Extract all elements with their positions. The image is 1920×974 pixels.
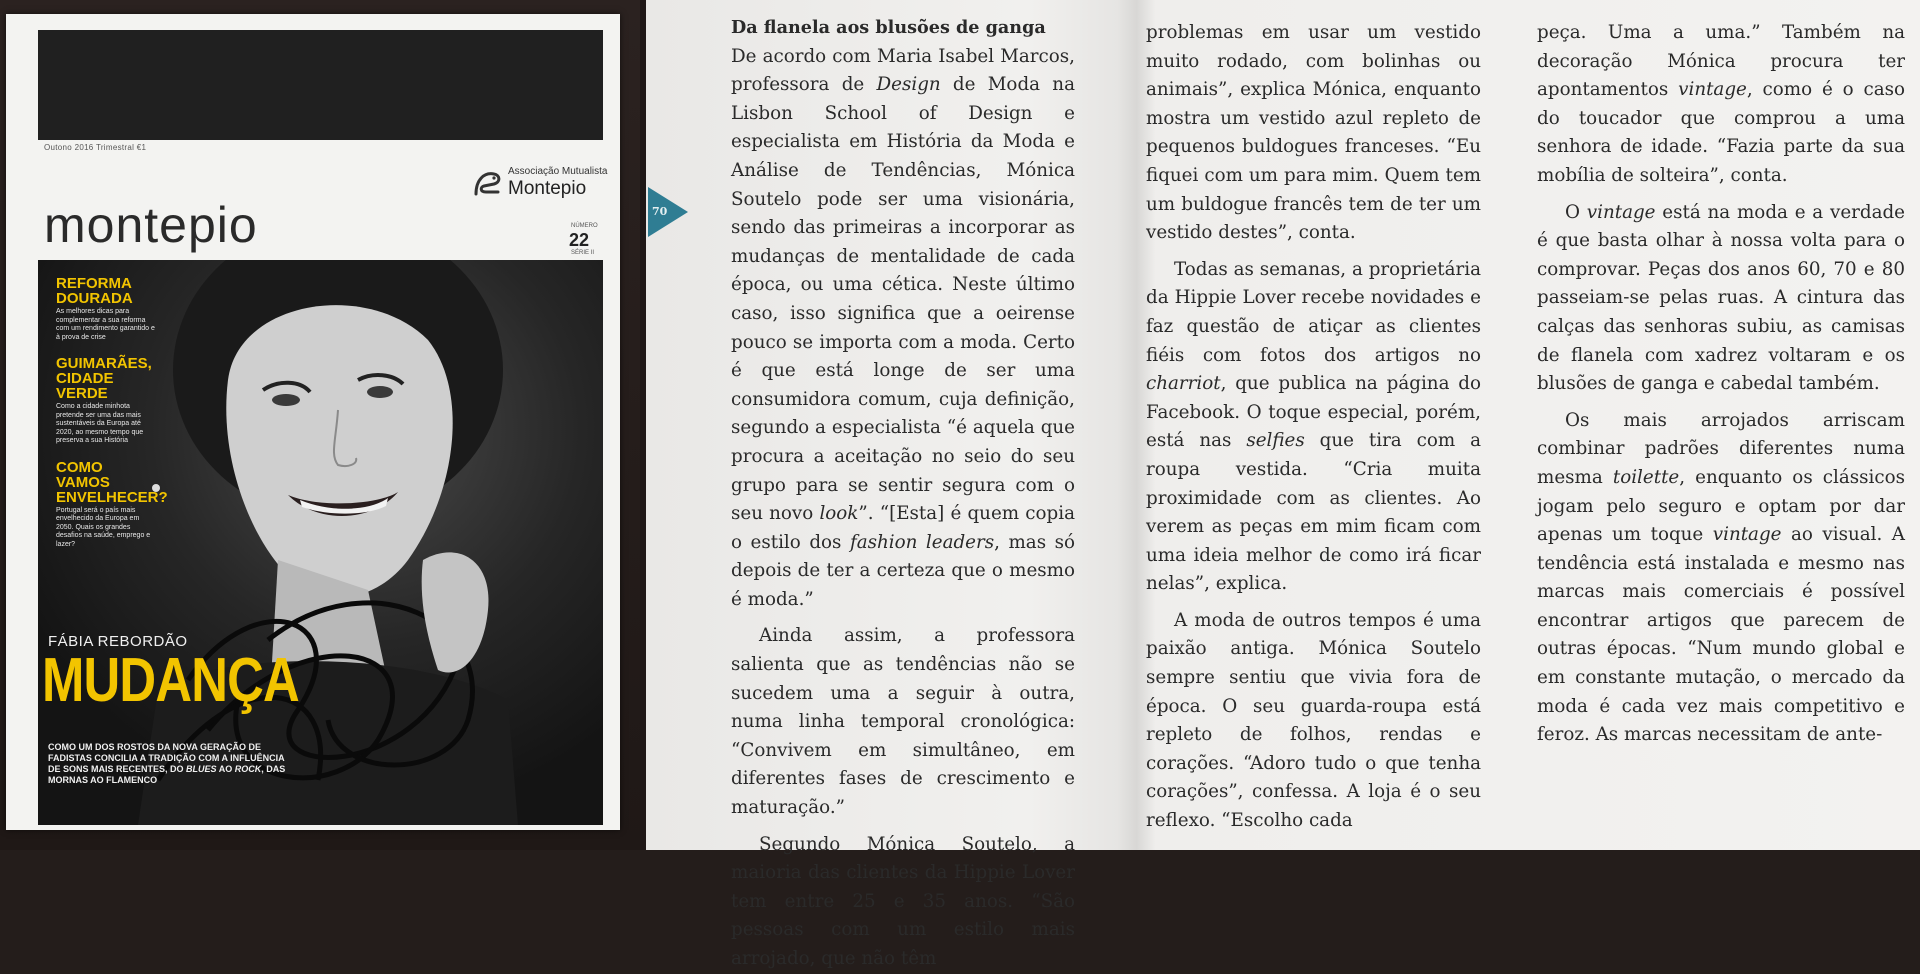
paragraph xyxy=(1146,256,1481,599)
italic-term: charriot xyxy=(1146,373,1221,395)
text-run: ao visual. A tendência está instalada e mesmo nas marcas mais comerciais é possível encontrar artigos que parecem de outras épocas. “Num mundo global e em constante mutação, o mercado da moda é cada vez mais competitivo e feroz. As marcas necessitam de ante- xyxy=(1537,524,1905,746)
headline-text: As melhores dicas para complementar a sua reforma com um rendimento garantido e à prova de crise xyxy=(56,308,155,341)
italic-term: selfies xyxy=(1246,430,1305,452)
assoc-label: Associação Mutualista xyxy=(508,166,608,177)
feature-desc-blues: BLUES xyxy=(186,764,217,774)
text-run: , mas só depois de ter a certeza que o mesmo é moda.” xyxy=(731,531,1075,610)
text-run: peça. Uma a uma.” Também na decoração Mónica procura ter apontamentos xyxy=(1537,22,1905,101)
headline-text: Portugal será o país mais envelhecido da Europa em 2050. Quais os grandes desafios na saúde, emprego e lazer? xyxy=(56,506,151,548)
feature-description xyxy=(48,742,288,786)
magazine-cover xyxy=(6,14,620,830)
masthead: montepio xyxy=(44,197,258,253)
brand-name: Montepio xyxy=(508,178,587,199)
page-number: 70 xyxy=(652,205,668,218)
montepio-logo xyxy=(468,164,608,214)
feature-name: FÁBIA REBORDÃO xyxy=(48,633,188,650)
paragraph: problemas em usar um vestido muito rodado, com bolinhas ou animais”, explica Mónica, enquanto mostra um vestido azul repleto de pequenos buldogues franceses. “Eu fiquei com um para mim. Quem tem um buldogue francês tem de ter um vestido destes”, conta. xyxy=(1146,22,1481,244)
article-subhead: Da flanela aos blusões de ganga xyxy=(731,17,1046,38)
italic-term: vintage xyxy=(1712,524,1782,546)
feature-desc-text: COMO UM DOS ROSTOS DA NOVA GERAÇÃO DE FADISTAS CONCILIA A TRADIÇÃO COM A INFLUÊNCIA DE SONS MAIS RECENTES, DO xyxy=(48,742,285,774)
paragraph: Ainda assim, a professora salienta que as tendências não se sucedem uma a seguir à outra, numa linha temporal cronológica: “Convivem em simultâneo, em diferentes fases de crescimento e maturação.” xyxy=(731,625,1075,819)
text-run: de Moda na Lisbon School of Design e especialista em História da Moda e Análise de Tendências, Mónica Soutelo pode ser uma visionária, sendo das primeiras a incorporar as mudanças de mentalidade de cada época, ou uma cética. Neste último caso, isso significa que a oeirense pouco se importa com a moda. Certo é que está longe de ser uma consumidora comum, cuja definição, segundo a especialista “é aquela que procura a aceitação no seio do seu grupo para se sentir segura com o seu novo xyxy=(731,74,1075,525)
text-run: , que publica na página do Facebook. O toque especial, porém, está nas xyxy=(1146,373,1481,452)
text-run: Os mais arrojados arriscam combinar padrões diferentes numa mesma xyxy=(1537,409,1905,488)
paragraph xyxy=(731,43,1075,615)
italic-term: fashion leaders xyxy=(849,531,995,553)
text-run: ”. “[Esta] é quem copia o estilo dos xyxy=(731,503,1075,553)
issue-number-label: NÚMERO xyxy=(571,223,598,229)
page-number-tab xyxy=(648,187,688,237)
headline-title: COMO VAMOS ENVELHECER? xyxy=(56,458,168,506)
text-run: Todas as semanas, a proprietária da Hippie Lover recebe novidades e faz questão de atiçar as clientes fiéis com fotos dos artigos no xyxy=(1146,258,1481,366)
paragraph: Segundo Mónica Soutelo, a maioria das clientes da Hippie Lover tem entre 25 e 35 anos. “São pessoas com um estilo mais arrojado, que não têm xyxy=(731,833,1075,969)
paragraph xyxy=(1537,199,1905,399)
italic-term: Design xyxy=(876,74,941,96)
headline-title: GUIMARÃES, CIDADE VERDE xyxy=(56,355,152,402)
italic-term: vintage xyxy=(1678,79,1747,101)
issue-number: 22 xyxy=(569,230,590,250)
cover-top-band xyxy=(38,30,603,140)
article-column-1 xyxy=(731,14,1075,974)
italic-term: look xyxy=(819,503,859,525)
text-run: De acordo com Maria Isabel Marcos, professora de xyxy=(731,45,1075,96)
italic-term: vintage xyxy=(1586,201,1656,223)
feature-desc-rock: ROCK xyxy=(234,764,262,774)
feature-title: MUDANÇA xyxy=(42,646,299,715)
article-column-2 xyxy=(1146,19,1481,836)
cover-headlines xyxy=(56,275,168,563)
paragraph xyxy=(1537,19,1905,191)
feature-desc-text-end: , DAS MORNAS AO FLAMENCO xyxy=(48,764,286,785)
italic-term: toilette xyxy=(1612,466,1680,488)
article-column-3 xyxy=(1537,19,1905,750)
headline-title: REFORMA DOURADA xyxy=(56,275,133,307)
paragraph: A moda de outros tempos é uma paixão antiga. Mónica Soutelo sempre sentiu que vivia fora de época. O seu guarda-roupa está repleto de folhos, rendas e corações. “Adoro tudo o que tenha corações”, confessa. A loja é o seu reflexo. “Escolho cada xyxy=(1146,609,1481,832)
text-run: , como é o caso do toucador que comprou a uma senhora de idade. “Fazia parte da sua mobília de solteira”, conta. xyxy=(1537,79,1905,186)
pelican-logo-icon xyxy=(470,166,504,200)
paragraph xyxy=(1537,407,1905,750)
issue-line: Outono 2016 Trimestral €1 xyxy=(44,143,147,152)
text-run: está na moda e a verdade é que basta olhar à nossa volta para o comprovar. Peças dos anos 60, 70 e 80 passeiam-se pelas ruas. A cintura das calças das senhoras subiu, as camisas de flanela com xadrez voltaram e os blusões de ganga e cabedal também. xyxy=(1537,201,1905,395)
headline-text: Como a cidade minhota pretende ser uma das mais sustentáveis da Europa até 2020, ao mesmo tempo que preserva a sua História xyxy=(56,403,144,444)
text-run: O xyxy=(1565,201,1587,223)
series-label: SÉRIE II xyxy=(571,250,595,256)
feature-desc-ao: AO xyxy=(216,764,235,774)
text-run: , enquanto os clássicos jogam pelo seguro e optam por dar apenas um toque xyxy=(1537,466,1905,546)
text-run: que tira com a roupa vestida. “Cria muita proximidade com as clientes. Ao verem as peças em mim ficam com uma ideia melhor de como irá ficar nelas”, explica. xyxy=(1146,430,1481,595)
